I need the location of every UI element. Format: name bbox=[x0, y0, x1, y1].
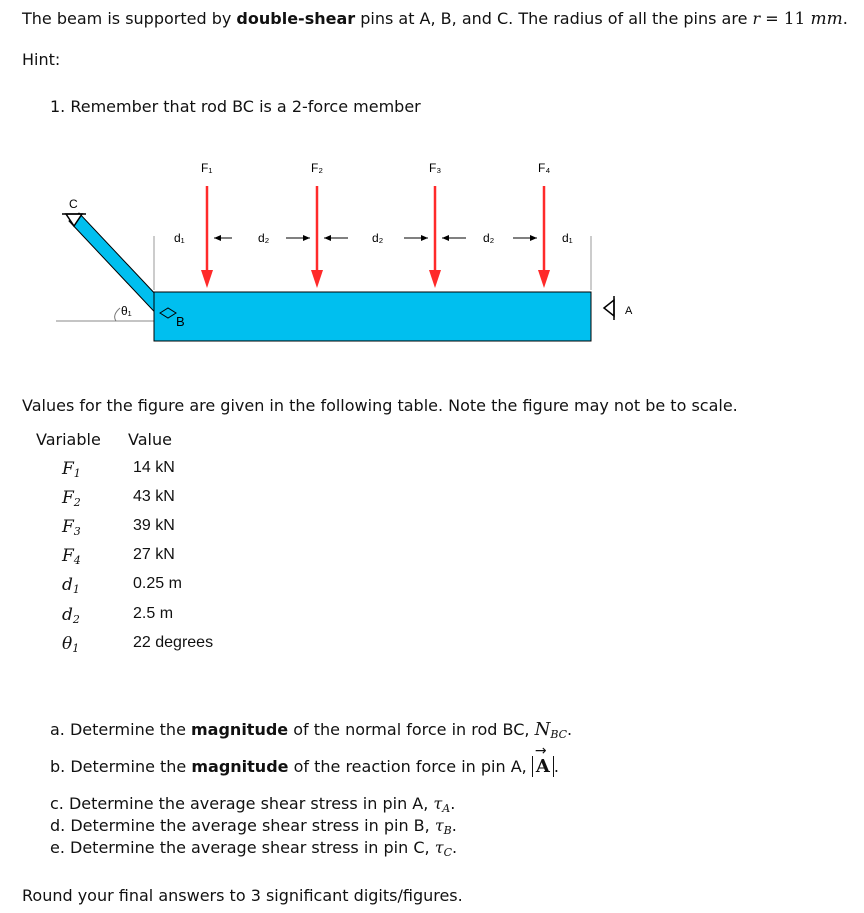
radius-symbol: r bbox=[752, 9, 761, 28]
label-d2-a: d₂ bbox=[258, 231, 270, 245]
var-symbol: θ bbox=[62, 634, 73, 654]
var-subscript: 2 bbox=[73, 496, 81, 509]
var-symbol: F bbox=[62, 488, 74, 508]
var-subscript: 1 bbox=[72, 583, 80, 596]
magnitude-bars bbox=[532, 743, 554, 777]
var-subscript: 3 bbox=[73, 525, 81, 538]
label-d2-b: d₂ bbox=[372, 231, 384, 245]
label-theta: θ₁ bbox=[121, 304, 132, 318]
intro-text-2: pins at A, B, and C. The radius of all the pins are bbox=[355, 9, 753, 28]
force-f4 bbox=[538, 186, 550, 288]
theta-arc bbox=[115, 308, 120, 321]
question-b: b. Determine the magnitude of the reaction force in pin A, → A . bbox=[50, 743, 559, 777]
var-value: 14 kN bbox=[133, 459, 175, 476]
var-subscript: 1 bbox=[72, 642, 80, 655]
intro-period: . bbox=[842, 9, 848, 28]
label-c: C bbox=[69, 197, 78, 211]
question-a: a. Determine the magnitude of the normal force in rod BC, $N_{BC}$. bbox=[50, 719, 573, 741]
intro-text: The beam is supported by bbox=[22, 9, 237, 28]
label-d1-right: d₁ bbox=[562, 231, 573, 245]
var-symbol: d bbox=[62, 575, 73, 595]
beam bbox=[154, 292, 591, 341]
tau-symbol: τ bbox=[434, 838, 444, 857]
vector-arrow-icon: → bbox=[534, 743, 547, 759]
var-symbol: F bbox=[62, 546, 74, 566]
var-value: 22 degrees bbox=[133, 634, 214, 651]
label-d1-left: d₁ bbox=[174, 231, 185, 245]
radius-unit: mm bbox=[810, 9, 843, 29]
round-note: Round your final answers to 3 significant digits/figures. bbox=[22, 886, 463, 905]
tau-symbol: τ bbox=[434, 816, 444, 835]
header-value: Value bbox=[128, 430, 172, 449]
radius-value: 11 bbox=[783, 9, 806, 29]
force-f2 bbox=[311, 186, 323, 288]
beam-figure bbox=[50, 150, 670, 350]
var-value: 27 kN bbox=[133, 546, 175, 563]
var-value: 0.25 m bbox=[133, 575, 182, 592]
var-symbol: F bbox=[62, 459, 74, 479]
label-f2: F₂ bbox=[311, 161, 323, 175]
label-f1: F₁ bbox=[201, 161, 213, 175]
header-variable: Variable bbox=[36, 430, 101, 449]
tau-subscript: A bbox=[442, 802, 451, 815]
var-subscript: 4 bbox=[73, 554, 81, 567]
var-symbol: F bbox=[62, 517, 74, 537]
var-symbol: d bbox=[62, 605, 73, 625]
label-f3: F₃ bbox=[429, 161, 442, 175]
label-a: A bbox=[625, 305, 633, 317]
label-b: B bbox=[176, 314, 185, 329]
var-subscript: 1 bbox=[73, 467, 81, 480]
force-f1 bbox=[201, 186, 213, 288]
values-note: Values for the figure are given in the following table. Note the figure may not be to scale. bbox=[22, 396, 738, 415]
var-value: 39 kN bbox=[133, 517, 175, 534]
force-f3 bbox=[429, 186, 441, 288]
equals-sign: = bbox=[760, 9, 784, 28]
question-d: d. Determine the average shear stress in pin B, $\tau_B$. bbox=[50, 816, 457, 837]
tau-subscript: C bbox=[443, 846, 452, 859]
label-d2-c: d₂ bbox=[483, 231, 495, 245]
vector-a: A bbox=[535, 756, 550, 777]
tau-symbol: τ bbox=[433, 794, 443, 813]
nbc-subscript: BC bbox=[550, 728, 568, 741]
label-f4: F₄ bbox=[538, 161, 551, 175]
var-subscript: 2 bbox=[72, 613, 80, 626]
var-value: 43 kN bbox=[133, 488, 175, 505]
hint-item-1: 1. Remember that rod BC is a 2-force member bbox=[50, 97, 421, 116]
var-value: 2.5 m bbox=[133, 605, 174, 622]
pin-a-support bbox=[604, 300, 614, 316]
question-c: c. Determine the average shear stress in pin A, $\tau_A$. bbox=[50, 794, 456, 815]
intro-bold: double-shear bbox=[236, 9, 356, 28]
problem-statement bbox=[22, 9, 848, 29]
tau-subscript: B bbox=[443, 824, 452, 837]
question-e: e. Determine the average shear stress in pin C, $\tau_C$. bbox=[50, 838, 458, 859]
nbc-symbol: N bbox=[534, 719, 551, 740]
hint-label: Hint: bbox=[22, 50, 61, 69]
